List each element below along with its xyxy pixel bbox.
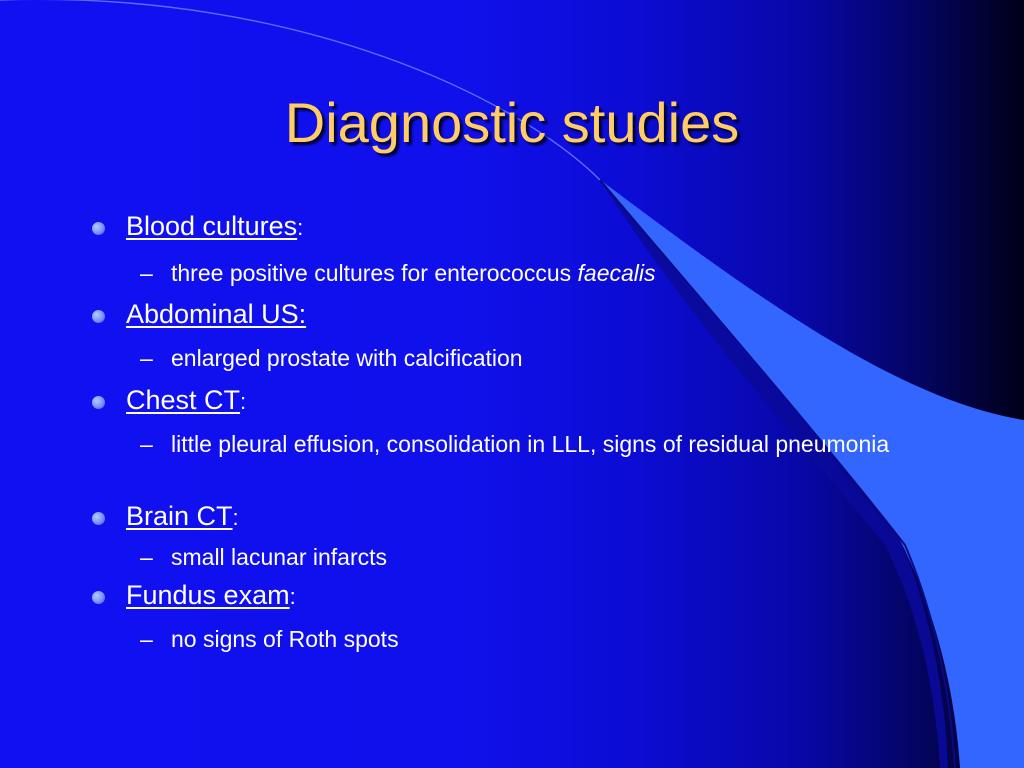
bullet-icon bbox=[92, 512, 105, 525]
dash-icon: – bbox=[140, 544, 153, 570]
bullet-suffix: : bbox=[289, 584, 296, 609]
dash-icon: – bbox=[140, 260, 153, 286]
bullet-label bbox=[126, 298, 306, 332]
bullet-label bbox=[126, 384, 246, 418]
bullet-suffix: : bbox=[240, 389, 247, 414]
bullet-heading: Abdominal US: bbox=[126, 299, 307, 329]
dash-icon: – bbox=[140, 345, 153, 371]
bullet-label bbox=[126, 579, 296, 613]
bullet-icon bbox=[92, 222, 105, 235]
bullet-icon bbox=[92, 591, 105, 604]
bullet-icon bbox=[92, 310, 105, 323]
bullet-suffix: : bbox=[232, 505, 239, 530]
bullet-heading: Fundus exam bbox=[126, 580, 290, 610]
bullet-icon bbox=[92, 396, 105, 409]
bullet-heading: Brain CT bbox=[126, 501, 233, 531]
sub-item-text: small lacunar infarcts bbox=[171, 544, 388, 570]
sub-item-text: little pleural effusion, consolidation in LLL, signs of residual pneumonia bbox=[171, 431, 890, 457]
bullet-heading: Blood cultures bbox=[126, 211, 298, 241]
bullet-label bbox=[126, 500, 239, 534]
detail-italic-text: faecalis bbox=[577, 260, 656, 286]
detail-text: three positive cultures for enterococcus bbox=[171, 260, 578, 286]
bullet-heading: Chest CT bbox=[126, 385, 241, 415]
sub-item-text bbox=[171, 256, 951, 290]
dash-icon: – bbox=[140, 626, 153, 652]
bullet-label bbox=[126, 210, 303, 244]
slide-title: Diagnostic studies bbox=[284, 91, 740, 154]
sub-item-text: no signs of Roth spots bbox=[171, 626, 399, 652]
sub-item-text: enlarged prostate with calcification bbox=[171, 345, 523, 371]
bullet-suffix: : bbox=[297, 215, 304, 240]
dash-icon: – bbox=[140, 431, 153, 457]
